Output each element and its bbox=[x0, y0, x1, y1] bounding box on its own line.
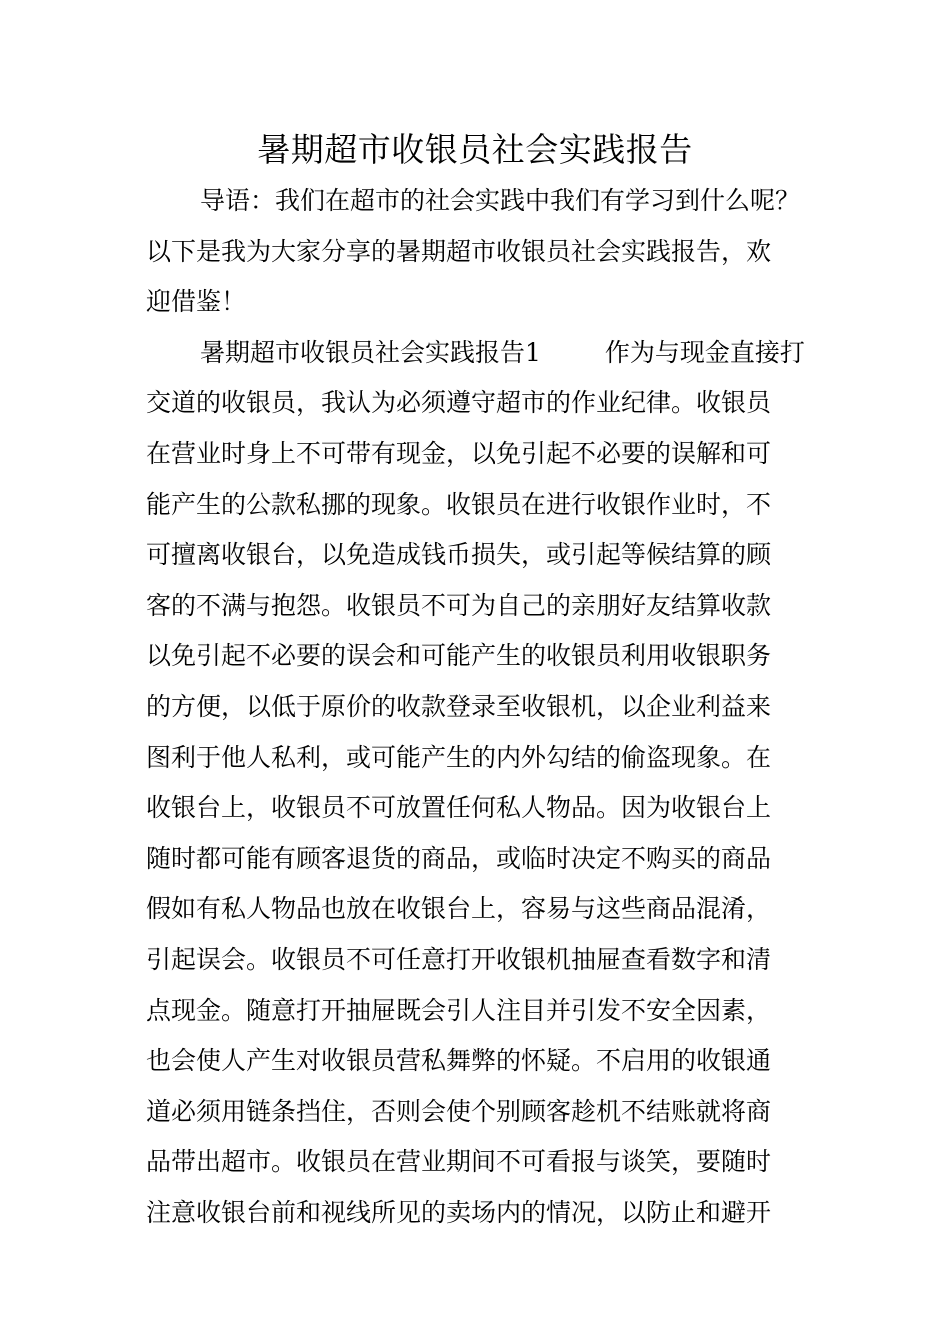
body-line: 注意收银台前和视线所见的卖场内的情况，以防止和避开 bbox=[146, 1197, 772, 1227]
section-first-line bbox=[146, 328, 816, 379]
section-heading: 暑期超市收银员社会实践报告1 bbox=[200, 337, 541, 367]
body-line: 随时都可能有顾客退货的商品，或临时决定不购买的商品 bbox=[146, 843, 772, 873]
intro-line: 以下是我为大家分享的暑期超市收银员社会实践报告，欢 bbox=[146, 236, 772, 266]
body-line: 在营业时身上不可带有现金，以免引起不必要的误解和可 bbox=[146, 438, 772, 468]
body-line: 道必须用链条挡住，否则会使个别顾客趁机不结账就将商 bbox=[146, 1096, 772, 1126]
body-line: 可擅离收银台，以免造成钱币损失，或引起等候结算的顾 bbox=[146, 540, 772, 570]
body-line: 图利于他人私利，或可能产生的内外勾结的偷盗现象。在 bbox=[146, 742, 772, 772]
body-line: 引起误会。收银员不可任意打开收银机抽屉查看数字和清 bbox=[146, 944, 772, 974]
body-line: 点现金。随意打开抽屉既会引人注目并引发不安全因素， bbox=[146, 995, 772, 1025]
body-line: 作为与现金直接打 bbox=[604, 337, 805, 367]
body-line: 能产生的公款私挪的现象。收银员在进行收银作业时，不 bbox=[146, 489, 772, 519]
body-line: 收银台上，收银员不可放置任何私人物品。因为收银台上 bbox=[146, 793, 772, 823]
document-title: 暑期超市收银员社会实践报告 bbox=[257, 130, 693, 169]
intro-line: 迎借鉴！ bbox=[146, 287, 247, 317]
body-line: 客的不满与抱怨。收银员不可为自己的亲朋好友结算收款 bbox=[146, 590, 772, 620]
body-line: 品带出超市。收银员在营业期间不可看报与谈笑，要随时 bbox=[146, 1147, 772, 1177]
body-line: 假如有私人物品也放在收银台上，容易与这些商品混淆， bbox=[146, 894, 772, 924]
body-line: 交道的收银员，我认为必须遵守超市的作业纪律。收银员 bbox=[146, 388, 772, 418]
intro-line: 导语：我们在超市的社会实践中我们有学习到什么呢？ bbox=[200, 186, 801, 215]
body-line: 的方便，以低于原价的收款登录至收银机，以企业利益来 bbox=[146, 691, 772, 721]
body-line: 也会使人产生对收银员营私舞弊的怀疑。不启用的收银通 bbox=[146, 1046, 772, 1076]
document-body bbox=[146, 176, 816, 1238]
body-line: 以免引起不必要的误会和可能产生的收银员利用收银职务 bbox=[146, 641, 772, 671]
